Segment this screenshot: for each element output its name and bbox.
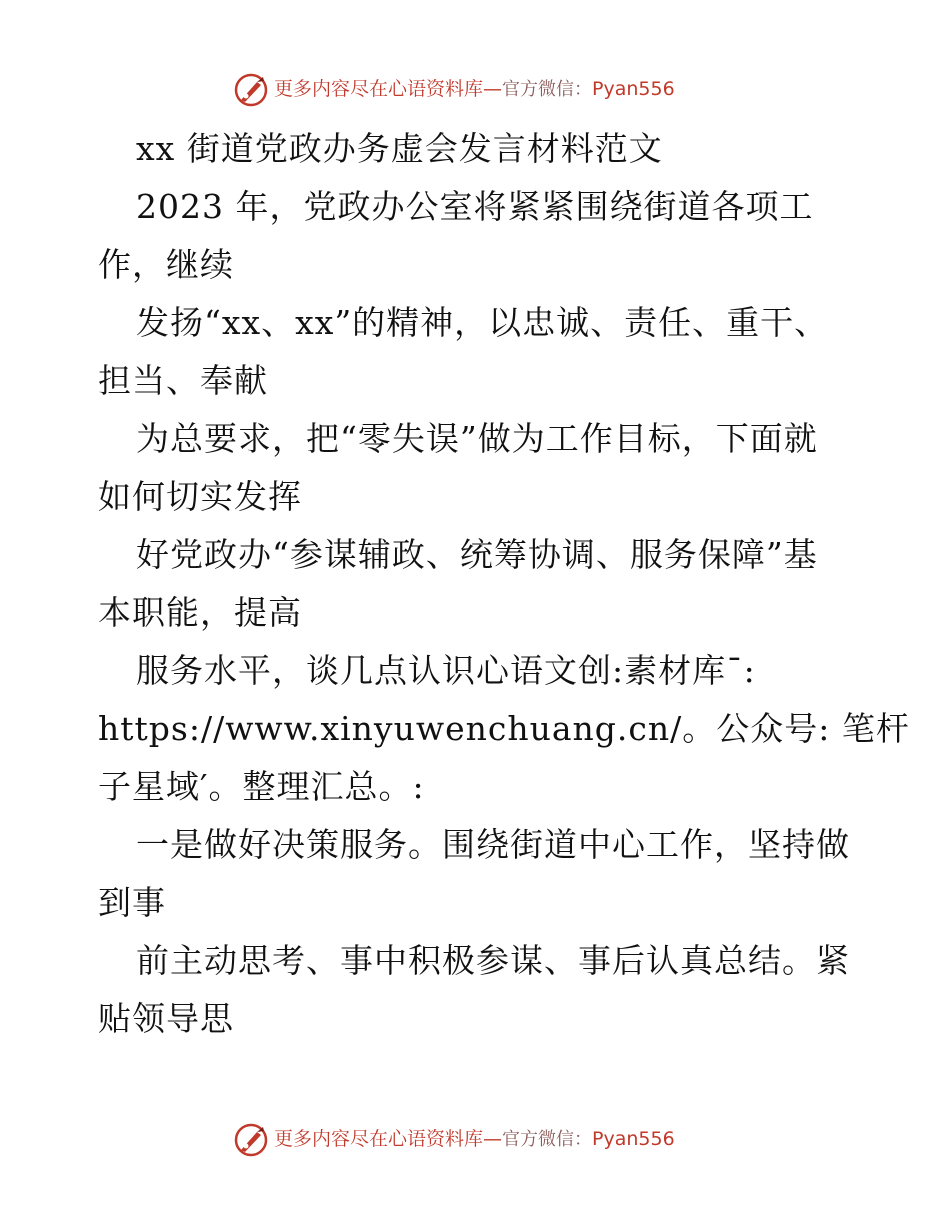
footer-banner xyxy=(0,1118,950,1162)
document-line: 一是做好决策服务。围绕街道中心工作，坚持做 xyxy=(136,825,850,864)
document-line: 担当、奉献 xyxy=(98,361,268,400)
document-line: 到事 xyxy=(98,883,166,922)
document-line: 如何切实发挥 xyxy=(98,477,302,516)
footer-separator: — xyxy=(483,1128,503,1150)
header-banner xyxy=(0,68,950,112)
document-line: 好党政办“参谋辅政、统筹协调、服务保障”基 xyxy=(136,535,818,574)
quill-pen-logo-icon xyxy=(233,1122,269,1158)
document-line: xx 街道党政办务虚会发言材料范文 xyxy=(136,129,663,168)
document-line: 贴领导思 xyxy=(98,999,234,1038)
document-line: https://www.xinyuwenchuang.cn/。公众号: 笔杆 xyxy=(98,709,910,748)
header-wechat-label: 官方微信： xyxy=(502,79,593,100)
document-line: 本职能，提高 xyxy=(98,593,302,632)
document-line: 为总要求，把“零失误”做为工作目标，下面就 xyxy=(136,419,818,458)
footer-wechat-label: 官方微信： xyxy=(502,1129,593,1150)
document-body xyxy=(98,120,910,1048)
document-line: 作，继续 xyxy=(98,245,234,284)
footer-slogan: 更多内容尽在心语资料库 xyxy=(274,1128,484,1150)
document-line: 服务水平，谈几点认识心语文创:素材库¯: xyxy=(136,651,756,690)
document-line: 2023 年，党政办公室将紧紧围绕街道各项工 xyxy=(136,187,814,226)
footer-account: Pyan556 xyxy=(592,1128,675,1150)
quill-pen-logo-icon xyxy=(233,72,269,108)
document-line: 发扬“xx、xx”的精神，以忠诚、责任、重干、 xyxy=(136,303,829,342)
document-line: 子星域′。整理汇总。: xyxy=(98,767,425,806)
footer-banner-text xyxy=(274,1127,675,1152)
header-separator: — xyxy=(483,78,503,100)
header-banner-text xyxy=(274,77,675,102)
header-account: Pyan556 xyxy=(592,78,675,100)
document-line: 前主动思考、事中积极参谋、事后认真总结。紧 xyxy=(136,941,850,980)
header-slogan: 更多内容尽在心语资料库 xyxy=(274,78,484,100)
